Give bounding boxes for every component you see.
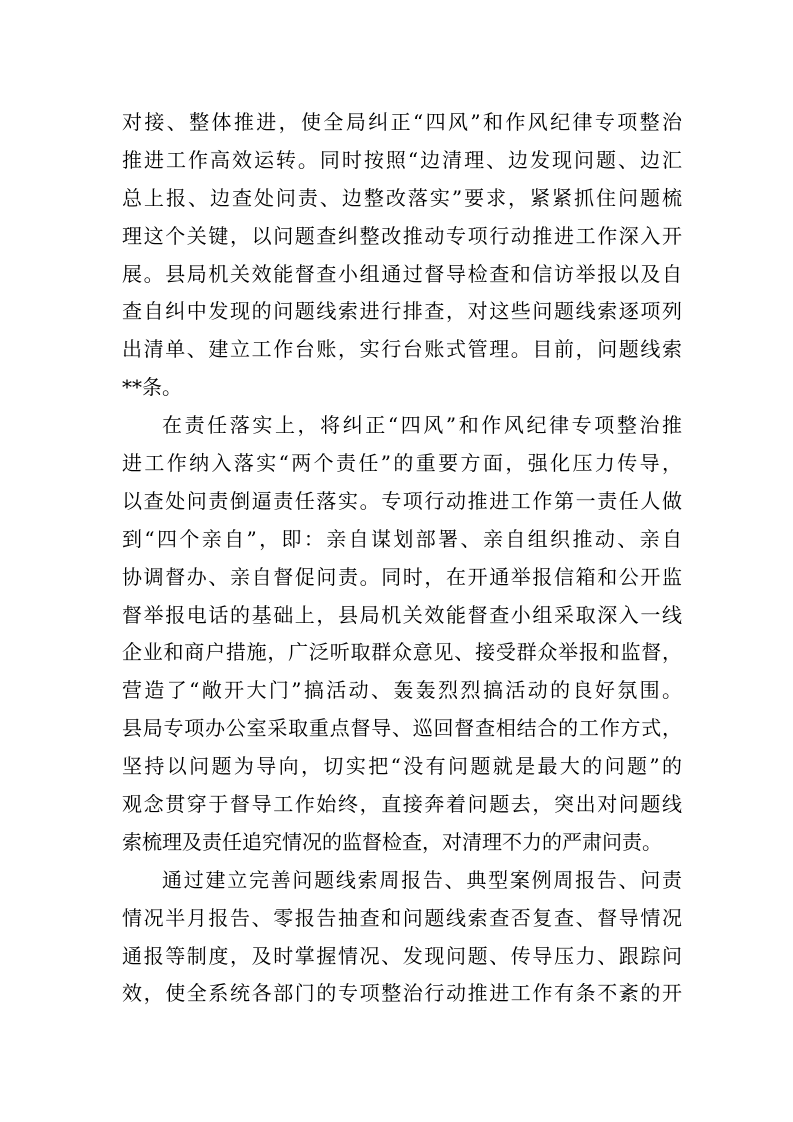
text-line: 情况半月报告、零报告抽查和问题线索查否复查、督导情况 <box>122 905 682 930</box>
text-line: **条。 <box>122 375 182 400</box>
text-line: 协调督办、亲自督促问责。同时，在开通举报信箱和公开监 <box>122 564 682 589</box>
text-line: 效，使全系统各部门的专项整治行动推进工作有条不紊的开 <box>122 981 682 1006</box>
paragraph-first-line: 通过建立完善问题线索周报告、典型案例周报告、问责 <box>162 867 682 892</box>
text-line: 企业和商户措施，广泛听取群众意见、接受群众举报和监督， <box>122 640 682 665</box>
document-body-text <box>122 104 682 1013</box>
text-line: 对接、整体推进，使全局纠正“四风”和作风纪律专项整治 <box>122 110 682 134</box>
text-line: 展。县局机关效能督查小组通过督导检查和信访举报以及自 <box>122 261 682 286</box>
text-line: 以查处问责倒逼责任落实。专项行动推进工作第一责任人做 <box>122 488 682 513</box>
text-line: 坚持以问题为导向，切实把“没有问题就是最大的问题”的 <box>122 754 682 779</box>
text-line: 督举报电话的基础上，县局机关效能督查小组采取深入一线 <box>122 602 682 627</box>
text-line: 观念贯穿于督导工作始终，直接奔着问题去，突出对问题线 <box>122 792 682 817</box>
text-line: 县局专项办公室采取重点督导、巡回督查相结合的工作方式， <box>122 716 682 741</box>
text-line: 查自纠中发现的问题线索进行排查，对这些问题线索逐项列 <box>122 299 682 324</box>
text-line: 到“四个亲自”，即：亲自谋划部署、亲自组织推动、亲自 <box>122 526 682 551</box>
text-line: 通报等制度，及时掌握情况、发现问题、传导压力、跟踪问 <box>122 943 682 968</box>
text-line: 索梳理及责任追究情况的监督检查，对清理不力的严肃问责。 <box>122 829 662 854</box>
text-line: 营造了“敞开大门”搞活动、轰轰烈烈搞活动的良好氛围。 <box>122 678 682 703</box>
paragraph-first-line: 在责任落实上，将纠正“四风”和作风纪律专项整治推 <box>162 413 682 438</box>
text-line: 出清单、建立工作台账，实行台账式管理。目前，问题线索 <box>122 337 682 362</box>
text-line: 理这个关键，以问题查纠整改推动专项行动推进工作深入开 <box>122 223 682 248</box>
text-line: 推进工作高效运转。同时按照“边清理、边发现问题、边汇 <box>122 147 682 172</box>
text-line: 进工作纳入落实“两个责任”的重要方面，强化压力传导， <box>122 451 682 476</box>
text-line: 总上报、边查处问责、边整改落实”要求，紧紧抓住问题梳 <box>122 185 682 210</box>
